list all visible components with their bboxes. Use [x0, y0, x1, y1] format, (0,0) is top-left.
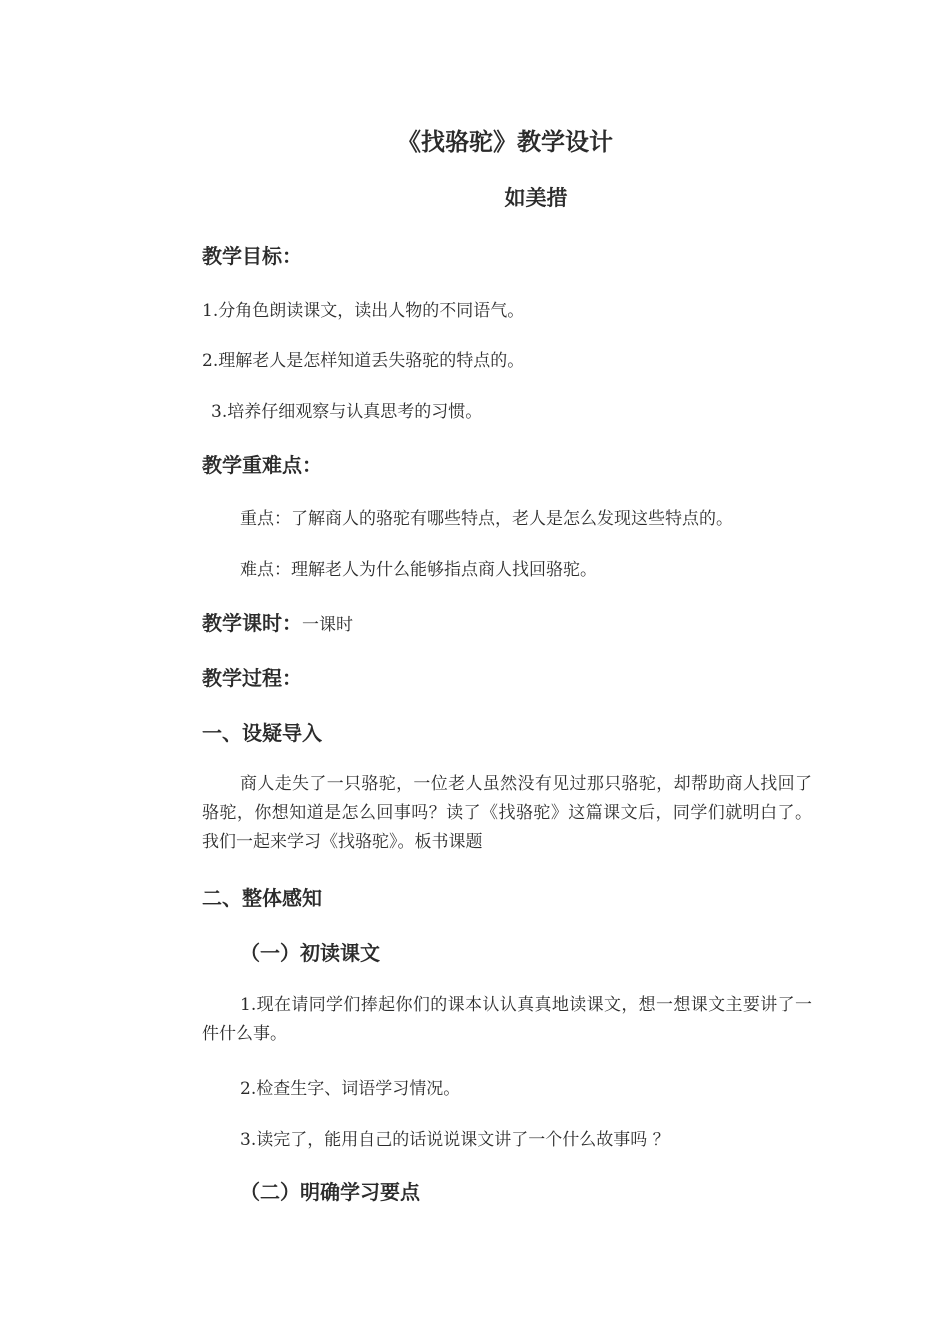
hours-heading: 教学课时：: [202, 611, 302, 635]
hours-value: 一课时: [302, 615, 353, 635]
goal-item: 1.分角色朗读课文，读出人物的不同语气。: [202, 301, 525, 321]
goal-item: 2.理解老人是怎样知道丢失骆驼的特点的。: [202, 351, 525, 371]
sub1-item: 1.现在请同学们捧起你们的课本认认真真地读课文，想一想课文主要讲了一件什么事。: [202, 995, 812, 1044]
goals-heading: 教学目标：: [202, 244, 302, 268]
document-author: 如美措: [504, 185, 568, 210]
process-heading: 教学过程：: [202, 666, 302, 690]
document-title: 《找骆驼》教学设计: [397, 127, 613, 156]
key-point: 重点：了解商人的骆驼有哪些特点，老人是怎么发现这些特点的。: [240, 509, 733, 529]
sub1-item: 3.读完了，能用自己的话说说课文讲了一个什么故事吗 ？: [240, 1130, 670, 1150]
sub2-heading: （二）明确学习要点: [240, 1180, 420, 1204]
hours-line: [202, 607, 353, 636]
difficult-point: 难点：理解老人为什么能够指点商人找回骆驼。: [240, 560, 597, 580]
sub1-item: 2.检查生字、词语学习情况。: [240, 1079, 461, 1099]
goal-item: 3.培养仔细观察与认真思考的习惯。: [211, 402, 483, 422]
section1-paragraph: 商人走失了一只骆驼，一位老人虽然没有见过那只骆驼，却帮助商人找回了骆驼，你想知道是怎么回事吗？读了《找骆驼》这篇课文后，同学们就明白了。我们一起来学习《找骆驼》。板书课题: [202, 774, 812, 852]
section1-heading: 一、设疑导入: [202, 721, 322, 745]
section2-heading: 二、整体感知: [202, 886, 322, 910]
key-points-heading: 教学重难点：: [202, 453, 322, 477]
sub1-heading: （一）初读课文: [240, 941, 380, 965]
